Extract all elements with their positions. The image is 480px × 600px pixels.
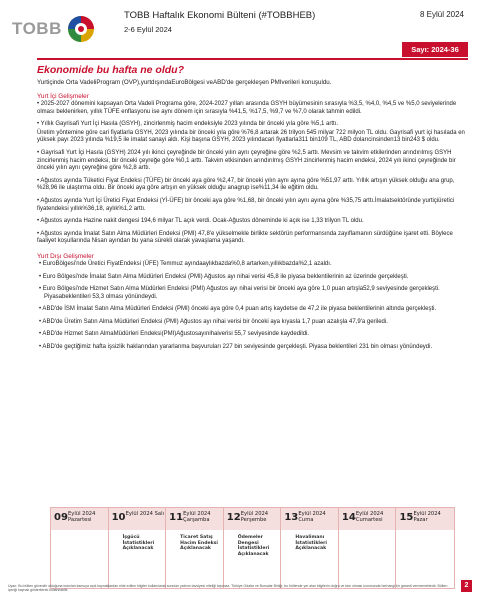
calendar-column [224,530,282,588]
paragraph: • Gayrisafi Yurt İçi Hasıla (GSYH) 2024 yılı ikinci çeyreğinde bir önceki yılın aynı çeyreğine göre %2,5 arttı. Mevsim ve takvim etkilerinden arındırılmış GSYH zincirlenmiş hacim endeksi, bir önceki çeyreğe göre %0,1 arttı. Takvim etkisinden arındırılmış GSYH zincirlenmiş hacim endeksi, 2024 yılı ikinci çeyreğinde bir önceki yılın aynı çeyreğine göre %2,8 arttı. [37,149,456,172]
publication-date: 8 Eylül 2024 [419,10,464,19]
page-subtitle: 2-6 Eylül 2024 [124,25,172,34]
day-number: 12 [226,512,241,523]
calendar-column [109,530,167,588]
calendar-day [339,508,397,530]
page-number: 2 [461,580,472,592]
list-item: • ABD'de İSM İmalat Satın Alma Müdürleri Endeksi (PMI) önceki aya göre 0,4 puan artış kaydetse de 47,2 ile piyasa beklentilerinin altında gerçekleşti. [39,306,437,313]
calendar-event: Havalimanı İstatistikleri Açıklanacak [295,535,327,552]
day-number: 13 [284,512,299,523]
calendar-header [51,508,454,530]
intro-text: Yurtiçinde Orta VadeliProgram (OVP),yurtdışındaEuroBölgesi veABD'de gerçekleşen PMIverileri konuşuldu. [37,79,332,86]
calendar-event: Ödemeler Dengesi İstatistikleri Açıklanacak [237,535,270,557]
day-date: Eylül 2024 Pazartesi [68,511,96,523]
list-item: • ABD'de Hizmet Satın AlmaMüdürleri Endeksi(PMI)Ağustosayınihaiverisi 55,7 seviyesinde kaydedildi. [39,331,310,338]
calendar-column [51,530,109,588]
header-divider [37,58,468,60]
calendar-day [281,508,339,530]
calendar-day [224,508,282,530]
header [0,0,480,62]
calendar-event: İşgücü İstatistikleri Açıklanacak [122,535,155,552]
calendar-column [281,530,339,588]
day-date: Eylül 2024 Pazar [413,511,441,523]
section-heading: Ekonomide bu hafta ne oldu? [37,64,184,76]
day-date: Eylül 2024 Cuma [298,511,326,523]
logo-text: TOBB [12,19,62,38]
weekly-calendar [50,507,455,589]
calendar-column [396,530,454,588]
page-title: TOBB Haftalık Ekonomi Bülteni (#TOBBHEB) [124,10,316,21]
paragraph: • Yıllık Gayrisafi Yurt İçi Hasıla (GSYH), zincirlenmiş hacim endeksiyle 2023 yılında bir önceki yıla göre %5,1 arttı. [37,121,338,128]
day-date: Eylül 2024 Çarşamba [183,511,211,523]
calendar-day [396,508,454,530]
paragraph: • Ağustos ayında Tüketici Fiyat Endeksi (TÜFE) bir önceki aya göre %2,47, bir önceki yılın aynı ayına göre %51,97 arttı. Yıllık artışın yüksek olduğu ana grup, %28,96 ile ulaştırma oldu. Bir önceki aya göre artışın en yüksek olduğu anagrup ise%11,34 ile eğitim oldu. [37,177,455,192]
day-number: 15 [399,512,414,523]
calendar-day [166,508,224,530]
day-number: 14 [341,512,356,523]
logo-emblem-icon [66,14,96,44]
list-item: • Euro Bölgesi'nde Hizmet Satın Alma Müdürleri Endeksi (PMI) Ağustos ayı nihai verisi bir önceki aya göre 1,0 puan artışla52,9 seviyesinde gerçekleşti. Piyasabeklentileri 53,3 olması yönündeydi. [39,286,440,300]
day-number: 11 [169,512,184,523]
calendar-column [339,530,397,588]
calendar-event: Ticaret Satış Hacim Endeksi Açıklanacak [180,535,218,552]
calendar-day [51,508,109,530]
list-item: • Euro Bölgesi'nde İmalat Satın Alma Müdürleri Endeksi (PMI) Ağustos ayı nihai verisi 45,8 ile piyasa beklentilerinin az üzerinde gerçekleşti. [39,273,409,280]
day-number: 10 [111,512,126,523]
day-date: Eylül 2024 Cumartesi [355,511,384,523]
list-item: • ABD'de geçtiğimiz hafta işsizlik haklarından yararlanma başvuruları 227 bin seviyesinde gerçekleşti. Piyasa beklentileri 231 bin olması yönündeydi. [39,344,433,351]
day-number: 09 [54,512,68,523]
issue-badge: Sayı: 2024-36 [402,42,468,57]
calendar-column [166,530,224,588]
calendar-body [51,530,454,588]
paragraph: • Ağustos ayında Yurt İçi Üretici Fiyat Endeksi (Yİ-ÜFE) bir önceki aya göre %1,68, bir önceki yılın aynı ayına göre %35,75 arttı.İmalatsektöründe yurtiçiüretici fiyatendeksi yıllık%36,18, aylık%1,2 arttı. [37,197,455,212]
domestic-heading: Yurt İçi Gelişmeler [37,93,89,100]
tobb-logo [12,14,96,44]
day-date: Eylül 2024 Perşembe [240,511,269,523]
paragraph: Üretim yöntemine göre cari fiyatlarla GSYH, 2023 yılında bir önceki yıla göre %76,8 artarak 26 trilyon 545 milyar 722 milyon TL oldu. Gayrisafi yurt içi hasılada en yüksek payı 2023 yılında %19,5 ile imalat sanayi aldı. Kişi başına GSYH, 2023 yılındacari fiyatlarla311 bin109 TL, ABD dolarıcinsinden13 bin243 $ oldu. [37,129,465,144]
list-item: • ABD'de Üretim Satın Alma Müdürleri Endeksi (PMI) Ağustos ayı nihai verisi bir önceki aya kıyasla 1,7 puan azalışla 47,9'a geriledi. [39,318,388,325]
paragraph: • Ağustos ayında Hazine nakit dengesi 194,6 milyar TL açık verdi. Ocak-Ağustos döneminde ki açık ise 1,33 trilyon TL oldu. [37,218,364,225]
paragraph: • Ağustos ayında İmalat Satın Alma Müdürleri Endeksi (PMI) 47,8'e yükselmekle birlikte sektörün performansında zayıflamanın sürdüğüne işaret etti. Böylece faaliyet koşullarında Nisan ayından bu yana sürekli olarak yavaşlama yaşandı. [37,230,453,245]
foreign-heading: Yurt Dışı Gelişmeler [37,252,94,260]
calendar-day [109,508,167,530]
main-content [37,62,470,352]
paragraph: • 2025-2027 dönemini kapsayan Orta Vadeli Programa göre, 2024-2027 yılları arasında GSYH büyümesinin sırasıyla %3,5, %4,0, %4,5 ve %5,0 seviyelerinde olması beklenirken, yıllık TÜFE enflasyonu ise aynı dönem için sırasıyla %41,5, %17,5, %9,7 ve %7,0 olarak tahmin edildi. [37,101,457,115]
list-item: • EuroBölgesi'nde Üretici FiyatEndeksi (ÜFE) Temmuz ayındaaylıkbazda%0,8 artarken,yıllıkbazda%2,1 azaldı. [39,260,332,267]
disclaimer: Uyarı: Bu bülten güvenilir olduğuna inanılan kamuya açık kaynaklardan elde edilen bilgiler kullanılarak sunulan yatırım tavsiyesi niteliği taşımaz. Türkiye Odalar ve Borsalar Birliği, bu bültende yer alan bilgilerin doğru ve tam olması konusunda herhangi bir garanti vermemektedir. Bülten içeriği kaynak gösterilerek kullanılabilir. [8,584,448,593]
day-date: Eylül 2024 Salı [125,511,164,517]
